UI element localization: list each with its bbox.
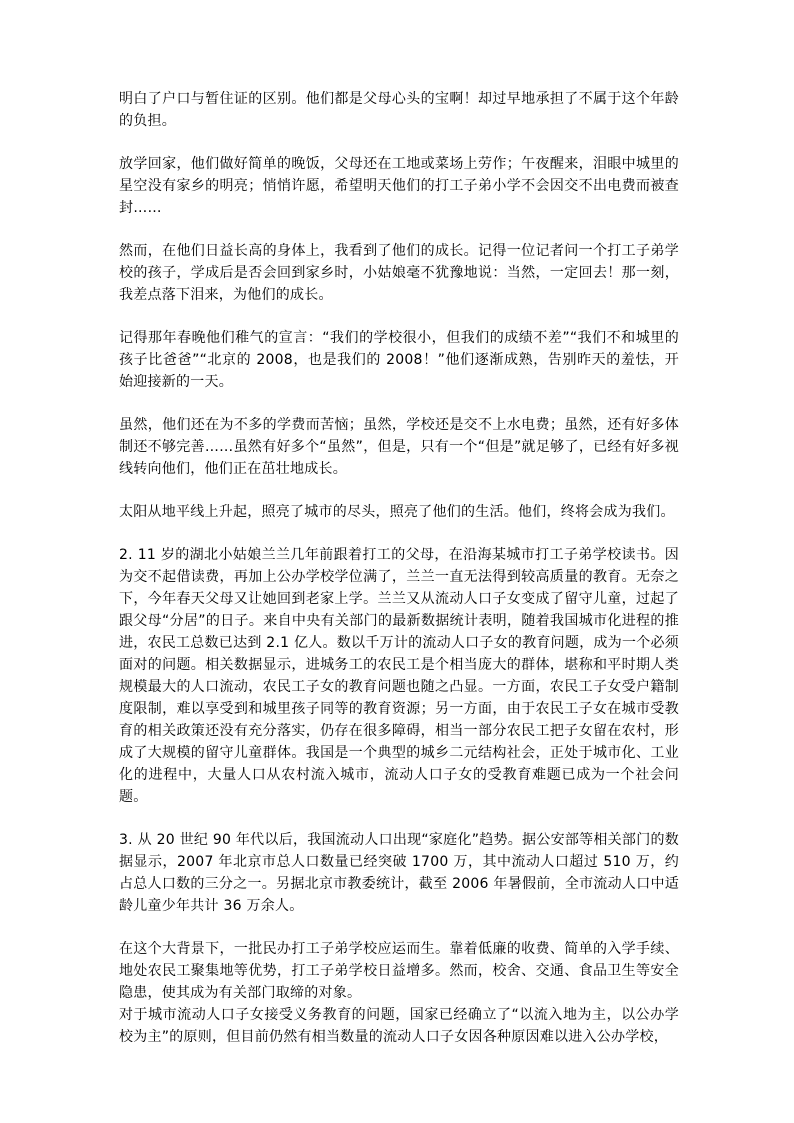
paragraph-sunrise: 太阳从地平线上升起，照亮了城市的尽头，照亮了他们的生活。他们，终将会成为我们。: [119, 504, 675, 520]
paragraph-after-school: 放学回家，他们做好简单的晚饭，父母还在工地或菜场上劳作；午夜醒来，泪眼中城里的星空没有家乡的明亮；悄悄许愿，希望明天他们的打工子弟小学不会因交不出电费而被查封……: [119, 156, 679, 216]
paragraph-hukou: 明白了户口与暂住证的区别。他们都是父母心头的宝啊！却过早地承担了不属于这个年龄的负担。: [119, 91, 679, 129]
paragraph-item-2: 2. 11 岁的湖北小姑娘兰兰几年前跟着打工的父母，在沿海某城市打工子弟学校读书。因为交不起借读费，再加上公办学校学位满了，兰兰一直无法得到较高质量的教育。无奈之下，今年春天父母又让她回到老家上学。兰兰又从流动人口子女变成了留守儿童，过起了跟父母“分居”的日子。来自中央有关部门的最新数据统计表明，随着我国城市化进程的推进，农民工总数已达到 2.1 亿人。数以千万计的流动人口子女的教育问题，成为一个必须面对的问题。相关数据显示，进城务工的农民工是个相当庞大的群体，堪称和平时期人类规模最大的人口流动，农民工子女的教育问题也随之凸显。一方面，农民工子女受户籍制度限制，难以享受到和城里孩子同等的教育资源；另一方面，由于农民工子女在城市受教育的相关政策还没有充分落实，仍存在很多障碍，相当一部分农民工把子女留在农村，形成了大规模的留守儿童群体。我国是一个典型的城乡二元结构社会，正处于城市化、工业化的进程中，大量人口从农村流入城市，流动人口子女的受教育难题已成为一个社会问题。: [119, 547, 679, 805]
paragraph-spring-gala: 记得那年春晚他们稚气的宣言：“我们的学校很小，但我们的成绩不差”“我们不和城里的孩子比爸爸”“北京的 2008，也是我们的 2008！”他们逐渐成熟，告别昨天的羞怯，开始迎接新的一天。: [119, 330, 679, 390]
paragraph-growth: 然而，在他们日益长高的身体上，我看到了他们的成长。记得一位记者问一个打工子弟学校的孩子，学成后是否会回到家乡时，小姑娘毫不犹豫地说：当然，一定回去！那一刻，我差点落下泪来，为他们的成长。: [119, 243, 679, 303]
paragraph-although: 虽然，他们还在为不多的学费而苦恼；虽然，学校还是交不上水电费；虽然，还有好多体制还不够完善……虽然有好多个“虽然”，但是，只有一个“但是”就足够了，已经有好多视线转向他们，他们正在茁壮地成长。: [119, 417, 679, 477]
paragraph-background: 在这个大背景下，一批民办打工子弟学校应运而生。靠着低廉的收费、简单的入学手续、地处农民工聚集地等优势，打工子弟学校日益增多。然而，校舍、交通、食品卫生等安全隐患，使其成为有关部门取缔的对象。: [119, 941, 679, 1001]
paragraph-item-3: 3. 从 20 世纪 90 年代以后，我国流动人口出现“家庭化”趋势。据公安部等相关部门的数据显示，2007 年北京市总人口数量已经突破 1700 万，其中流动人口超过 510 万，约占总人口数的三分之一。另据北京市教委统计，截至 2006 年暑假前，全市流动人口中适龄儿童少年共计 36 万余人。: [119, 832, 679, 914]
paragraph-policy: 对于城市流动人口子女接受义务教育的问题，国家已经确立了“以流入地为主，以公办学校为主”的原则，但目前仍然有相当数量的流动人口子女因各种原因难以进入公办学校，: [119, 1007, 679, 1045]
document-page: [119, 88, 679, 1069]
